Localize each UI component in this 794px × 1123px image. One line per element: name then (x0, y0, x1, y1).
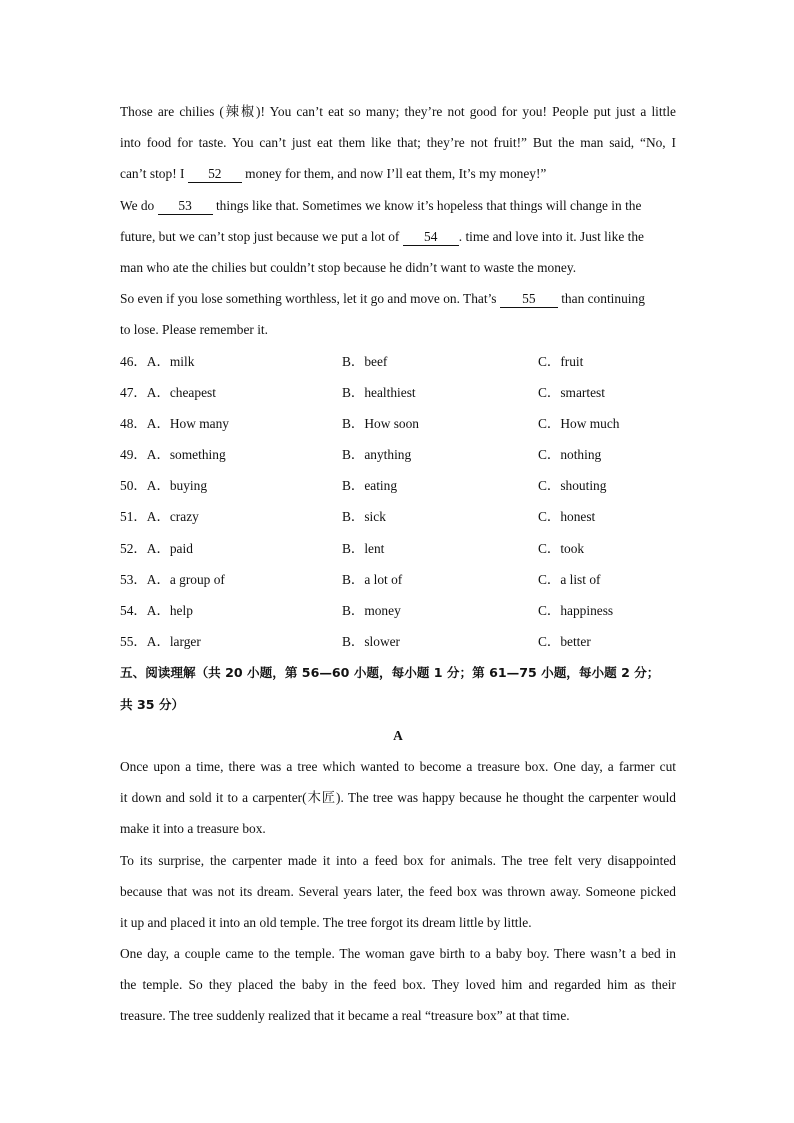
option-c: C．smartest (538, 384, 605, 400)
blank-54: 54 (403, 229, 459, 246)
story-line: To its surprise, the carpenter made it into a feed box for animals. The tree felt very disappointed (120, 852, 676, 868)
option-b: B．How soon (342, 415, 420, 431)
option-row (120, 533, 676, 564)
option-row (120, 501, 676, 532)
passage-line: can’t stop! I 52 money for them, and now I’ll eat them, It’s my money!” (120, 166, 547, 182)
option-a: 53．A．a group of (120, 571, 225, 587)
option-a: 54．A．help (120, 603, 193, 618)
option-a: 50．A．buying (120, 478, 208, 494)
passage-line: So even if you lose something worthless, let it go and move on. That’s 55 than continuing (120, 291, 645, 307)
option-c: C．took (538, 540, 585, 556)
option-b: B．lent (342, 540, 385, 556)
passage-line: into food for taste. You can’t just eat them like that; they’re not fruit!” But the man said, “No, I (120, 135, 676, 151)
passage-line: future, but we can’t stop just because we put a lot of 54 . time and love into it. Just like the (120, 228, 644, 244)
blank-53: 53 (158, 198, 213, 215)
option-a: 51．A．crazy (120, 509, 199, 525)
option-c: C．a list of (538, 571, 601, 587)
option-a: 49．A．something (120, 447, 226, 463)
option-row (120, 346, 676, 377)
blank-52: 52 (188, 166, 242, 183)
option-row (120, 408, 676, 439)
option-row (120, 377, 676, 408)
option-row (120, 626, 676, 657)
option-row (120, 470, 676, 501)
passage-line: We do 53 things like that. Sometimes we know it’s hopeless that things will change in the (120, 197, 642, 213)
option-c: C．shouting (538, 478, 607, 494)
option-row (120, 439, 676, 470)
option-a: 46．A．milk (120, 353, 195, 369)
story-line: it down and sold it to a carpenter(木匠). The tree was happy because he thought the carpenter would (120, 790, 676, 806)
option-b: B．anything (342, 447, 412, 463)
section-heading-cont: 共 35 分） (120, 696, 185, 712)
option-row (120, 595, 676, 626)
option-a: 48．A．How many (120, 415, 229, 431)
story-line: because that was not its dream. Several years later, the feed box was thrown away. Someone picked (120, 883, 676, 899)
section-heading: 五、阅读理解（共 20 小题，第 56—60 小题，每小题 1 分；第 61—75 小题，每小题 2 分； (120, 665, 660, 681)
story-line: it up and placed it into an old temple. The tree forgot its dream little by little. (120, 914, 532, 930)
option-b: B．beef (342, 353, 388, 369)
option-c: C．fruit (538, 353, 584, 369)
option-b: B．money (342, 603, 401, 618)
story-line: make it into a treasure box. (120, 821, 266, 837)
document-page (120, 96, 676, 1032)
story-line: the temple. So they placed the baby in the feed box. They loved him and regarded him as their (120, 977, 676, 993)
part-label: A (393, 727, 403, 743)
option-b: B．eating (342, 478, 398, 494)
option-c: C．happiness (538, 603, 614, 618)
option-b: B．a lot of (342, 571, 403, 587)
passage-line: man who ate the chilies but couldn’t stop because he didn’t want to waste the money. (120, 259, 577, 275)
option-c: C．better (538, 634, 591, 650)
passage-line: Those are chilies (辣椒)! You can’t eat so many; they’re not good for you! People put just a little (120, 104, 676, 119)
option-c: C．honest (538, 509, 596, 525)
option-a: 55．A．larger (120, 634, 201, 650)
option-b: B．slower (342, 634, 401, 650)
option-row (120, 564, 676, 595)
options-list (120, 346, 676, 658)
story-line: One day, a couple came to the temple. The woman gave birth to a baby boy. There wasn’t a bed in (120, 946, 676, 962)
story-line: treasure. The tree suddenly realized that it became a real “treasure box” at that time. (120, 1008, 570, 1024)
option-a: 47．A．cheapest (120, 384, 216, 400)
option-c: C．How much (538, 415, 620, 431)
option-c: C．nothing (538, 447, 602, 463)
option-b: B．healthiest (342, 384, 416, 400)
option-b: B．sick (342, 509, 386, 525)
option-a: 52．A．paid (120, 540, 193, 556)
story-line: Once upon a time, there was a tree which wanted to become a treasure box. One day, a farmer cut (120, 758, 676, 774)
passage-line: to lose. Please remember it. (120, 322, 268, 338)
blank-55: 55 (500, 291, 558, 308)
